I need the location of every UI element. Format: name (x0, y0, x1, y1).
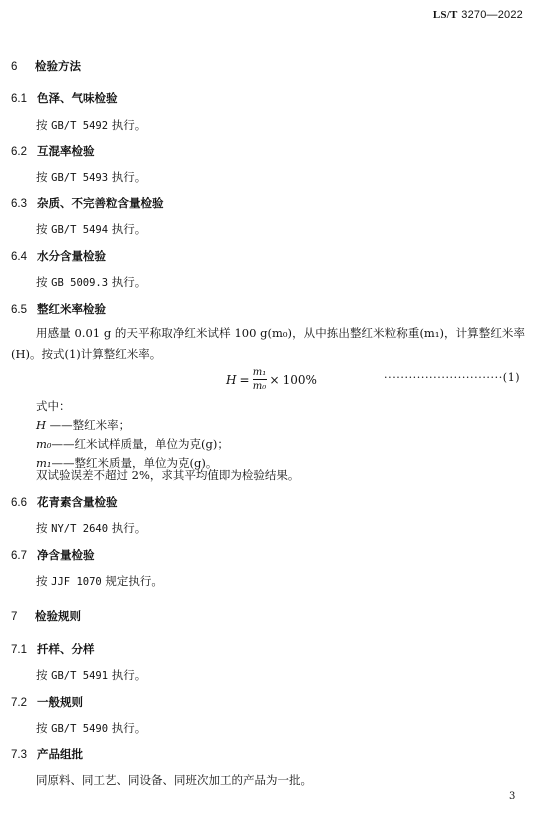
standard-reference: GB/T 5494 (51, 224, 109, 236)
section-number: 7.1 (11, 644, 27, 656)
section-number: 6.3 (11, 198, 27, 210)
section-7-1-text: 按 GB/T 5491 执行。 (36, 668, 147, 682)
formula-numerator: m₁ (252, 367, 267, 378)
where-desc: ——整红米质量，单位为克(g)。 (51, 456, 218, 470)
standard-reference: GB/T 5493 (51, 172, 109, 184)
section-number: 6.7 (11, 550, 27, 562)
section-number: 6.5 (11, 304, 27, 316)
section-6-5-paragraph: 用感量 0.01 g 的天平称取净红米试样 100 g(m₀)，从中拣出整红米粒称重(m₁)，计算整红米率(H)。按式(1)计算整红米率。 (11, 326, 525, 361)
formula-times: × (269, 372, 280, 387)
equation-number: ·····························(1) (384, 371, 521, 384)
section-7-heading (11, 608, 81, 624)
section-7-1-heading (11, 641, 95, 657)
formula-lhs: H (226, 372, 237, 387)
standard-reference: JJF 1070 (51, 576, 102, 588)
section-6-3-heading (11, 195, 164, 211)
section-6-3-text: 按 GB/T 5494 执行。 (36, 222, 147, 236)
section-number: 6.6 (11, 497, 27, 509)
section-title: 产品组批 (37, 749, 83, 761)
standard-number: 3270—2022 (461, 9, 523, 21)
formula-denominator: m₀ (252, 381, 267, 392)
section-7-3-heading (11, 746, 83, 762)
section-title: 扦样、分样 (37, 644, 95, 656)
section-number: 6.4 (11, 251, 27, 263)
standard-reference: GB/T 5491 (51, 670, 109, 682)
where-item (36, 416, 130, 435)
section-7-2-text: 按 GB/T 5490 执行。 (36, 721, 147, 735)
section-title: 检验规则 (35, 611, 81, 623)
section-6-6-text: 按 NY/T 2640 执行。 (36, 521, 147, 535)
formula-fraction (253, 367, 267, 392)
page-number: 3 (509, 791, 516, 802)
standard-reference: NY/T 2640 (51, 523, 109, 535)
section-number: 7 (11, 611, 18, 623)
section-title: 杂质、不完善粒含量检验 (37, 198, 164, 210)
section-title: 整红米率检验 (37, 304, 106, 316)
section-number: 6.1 (11, 93, 27, 105)
page-header (433, 8, 523, 21)
section-title: 检验方法 (35, 61, 81, 73)
section-6-7-text: 按 JJF 1070 规定执行。 (36, 574, 163, 588)
section-7-2-heading (11, 694, 83, 710)
section-title: 一般规则 (37, 697, 83, 709)
section-number: 6.2 (11, 146, 27, 158)
standard-code: LS/T (432, 9, 458, 21)
formula-factor: 100% (282, 372, 317, 387)
section-6-4-heading (11, 248, 106, 264)
formula-1 (226, 367, 317, 392)
where-item (36, 435, 229, 454)
section-number: 7.2 (11, 697, 27, 709)
standard-reference: GB/T 5492 (51, 120, 109, 132)
section-6-heading (11, 58, 81, 74)
section-7-3-text: 同原料、同工艺、同设备、同班次加工的产品为一批。 (36, 773, 312, 787)
section-title: 水分含量检验 (37, 251, 106, 263)
section-number: 6 (11, 61, 18, 73)
fraction-bar (253, 379, 267, 380)
section-number: 7.3 (11, 749, 27, 761)
section-6-1-text: 按 GB/T 5492 执行。 (36, 118, 147, 132)
section-6-5-heading (11, 301, 106, 317)
standard-reference: GB 5009.3 (51, 277, 109, 289)
where-symbol: m₁ (36, 456, 52, 470)
section-6-2-text: 按 GB/T 5493 执行。 (36, 170, 147, 184)
standard-reference: GB/T 5490 (51, 723, 109, 735)
section-title: 色泽、气味检验 (37, 93, 118, 105)
where-label: 式中： (36, 399, 71, 413)
section-6-6-heading (11, 494, 118, 510)
section-6-4-text: 按 GB 5009.3 执行。 (36, 275, 147, 289)
result-note: 双试验误差不超过 2%，求其平均值即为检验结果。 (36, 468, 300, 482)
section-title: 净含量检验 (37, 550, 95, 562)
where-symbol: m₀ (36, 437, 52, 451)
where-symbol: H (36, 418, 47, 432)
section-title: 花青素含量检验 (37, 497, 118, 509)
section-title: 互混率检验 (37, 146, 95, 158)
formula-equals: = (239, 372, 250, 387)
section-6-1-heading (11, 90, 118, 106)
where-desc: ——红米试样质量，单位为克(g)； (51, 437, 229, 451)
section-6-2-heading (11, 143, 95, 159)
where-desc: ——整红米率； (46, 418, 131, 432)
section-6-7-heading (11, 547, 95, 563)
